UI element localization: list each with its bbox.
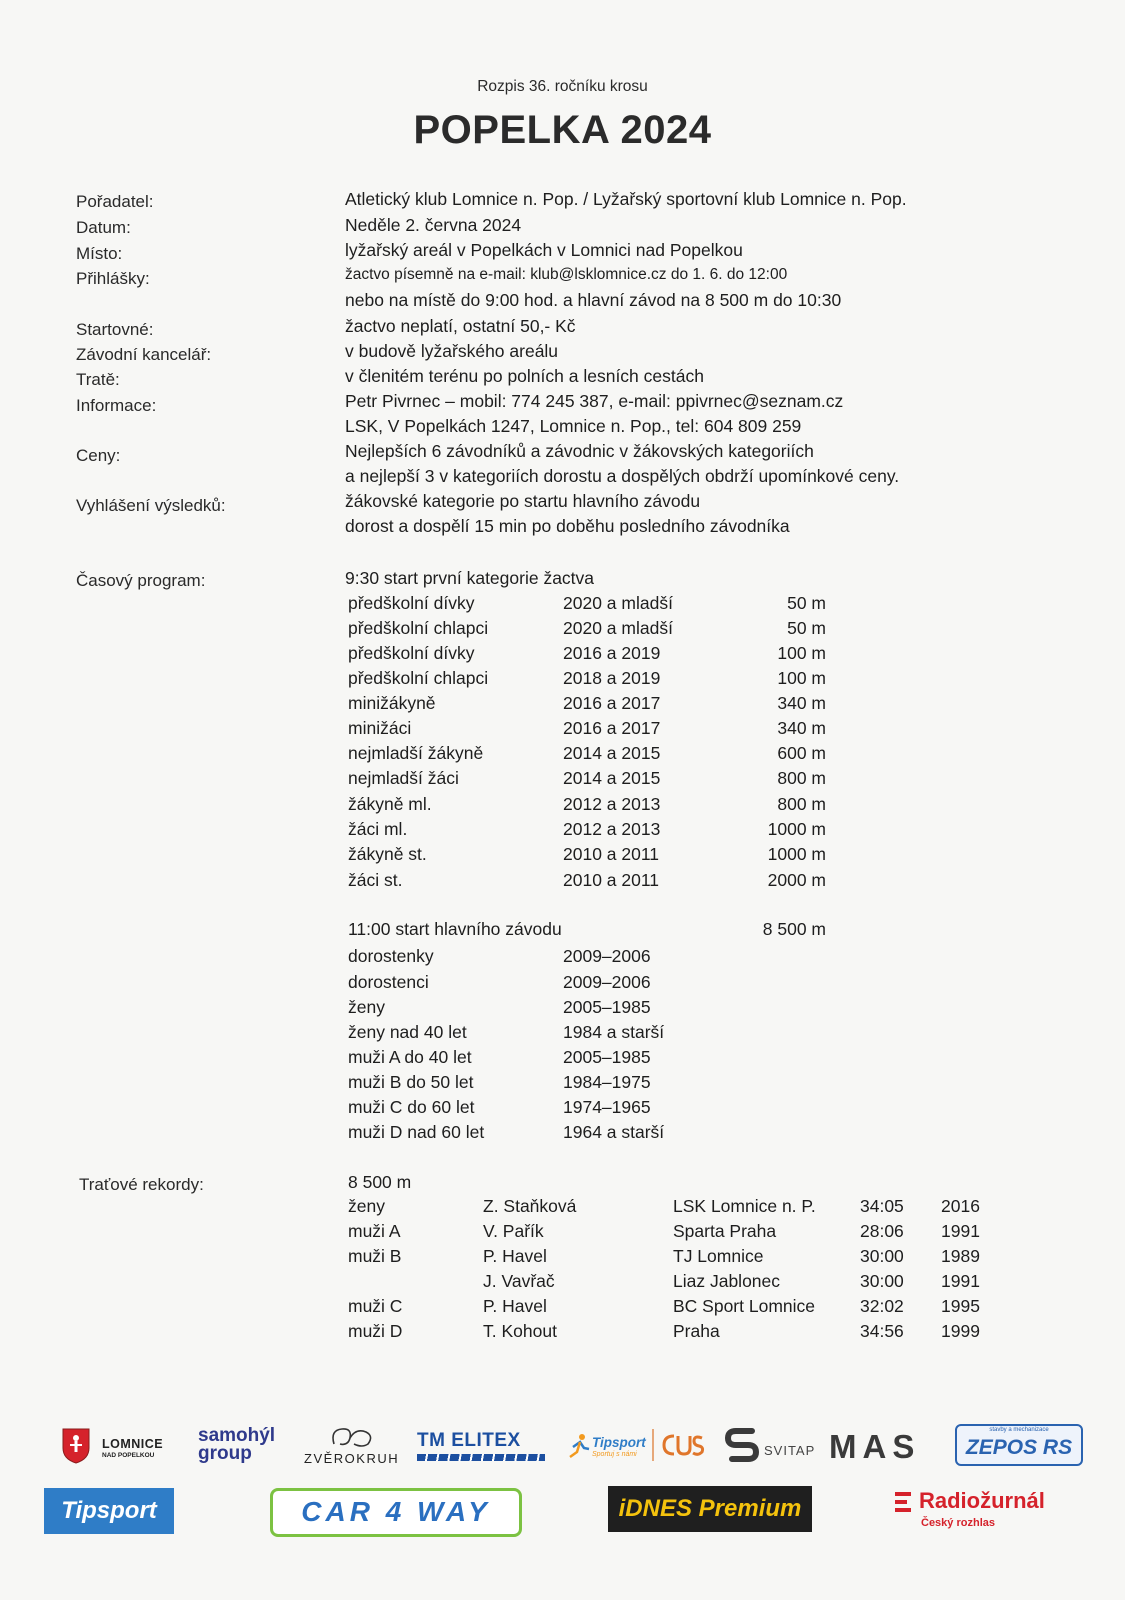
prizes-label: Ceny: [76,446,121,465]
date-value: Neděle 2. června 2024 [345,215,522,235]
tipsport-text: Tipsport [61,1497,157,1524]
cus-logo [660,1430,706,1465]
entries-line-2: nebo na místě do 9:00 hod. a hlavní závod na 8 500 m do 10:30 [345,290,842,310]
tipsport-small-subtext: Sportuj s námi [592,1451,637,1458]
results-line-2: dorost a dospělí 15 min po doběhu posledního závodníka [345,516,790,536]
prizes-line-2: a nejlepší 3 v kategoriích dorostu a dospělých obdrží upomínkové ceny. [345,466,900,486]
organizer-value: Atletický klub Lomnice n. Pop. / Lyžařský sportovní klub Lomnice n. Pop. [345,189,907,209]
samohyl-logo [198,1427,275,1463]
car4way-text: CAR 4 WAY [301,1496,491,1527]
radiozurnal-text: Radiožurnál [919,1488,1045,1513]
organizer-label: Pořadatel: [76,192,154,211]
office-label: Závodní kancelář: [76,345,212,364]
idnes-text: iDNES Premium [618,1495,802,1522]
svitap-symbol-icon [724,1423,760,1467]
samohyl-group-text: group [198,1443,252,1464]
office-value: v budově lyžařského areálu [345,341,559,361]
zverokruh-text: ZVĚROKRUH [304,1451,400,1466]
coat-of-arms-icon [62,1428,90,1464]
prizes-line-1: Nejlepších 6 závodníků a závodnic v žákovských kategoriích [345,441,814,461]
program-label: Časový program: [76,571,206,590]
tipsport-small-text: Tipsport [592,1435,646,1450]
records-label: Traťové rekordy: [79,1175,204,1194]
fee-label: Startovné: [76,320,154,339]
lomnice-text: LOMNICE [102,1437,164,1451]
main-race-distance: 8 500 m [762,919,826,939]
zverokruh-symbol-icon [304,1424,402,1450]
car4way-logo [270,1488,522,1537]
svitap-text: SVITAP [764,1443,816,1458]
contact-label: Informace: [76,396,157,415]
runner-icon [568,1433,590,1459]
tracks-value: v členitém terénu po polních a lesních cestách [345,366,704,386]
mas-logo [829,1428,920,1466]
lomnice-subtext: NAD POPELKOU [102,1452,155,1459]
place-value: lyžařský areál v Popelkách v Lomnici nad Popelkou [345,240,743,260]
idnes-premium-logo [608,1486,812,1532]
radio-bars-icon [893,1490,913,1516]
contact-line-1: Petr Pivrnec – mobil: 774 245 387, e-mail: ppivrnec@seznam.cz [345,391,844,411]
results-label: Vyhlášení výsledků: [76,496,226,515]
date-label: Datum: [76,218,131,237]
tipsport-logo [44,1488,174,1534]
samohyl-text: samohýl [198,1425,276,1446]
sponsor-divider [652,1429,654,1461]
zepos-subtext: stavby a mechanizace [989,1427,1049,1433]
entries-label: Přihlášky: [76,269,150,288]
youth-start: 9:30 start první kategorie žactva [345,568,595,588]
results-line-1: žákovské kategorie po startu hlavního závodu [345,491,701,511]
tracks-label: Tratě: [76,370,120,389]
contact-line-2: LSK, V Popelkách 1247, Lomnice n. Pop., tel: 604 809 259 [345,416,802,436]
tm-elitex-text: TM ELITEX [417,1430,521,1451]
fee-value: žactvo neplatí, ostatní 50,- Kč [345,316,576,336]
main-race-start: 11:00 start hlavního závodu [348,919,562,939]
radiozurnal-subtext: Český rozhlas [921,1517,995,1529]
mas-text: MAS [829,1428,921,1465]
place-label: Místo: [76,244,123,263]
tm-elitex-logo [417,1430,547,1461]
tm-elitex-stripe [417,1454,545,1461]
entries-line-1: žactvo písemně na e-mail: klub@lsklomnice.cz do 1. 6. do 12:00 [345,266,788,283]
zepos-text: ZEPOS RS [965,1436,1073,1459]
zepos-logo [955,1424,1083,1466]
cus-symbol-icon [660,1430,706,1460]
document-subtitle: Rozpis 36. ročníku krosu [477,78,648,95]
document-title: POPELKA 2024 [413,108,712,152]
